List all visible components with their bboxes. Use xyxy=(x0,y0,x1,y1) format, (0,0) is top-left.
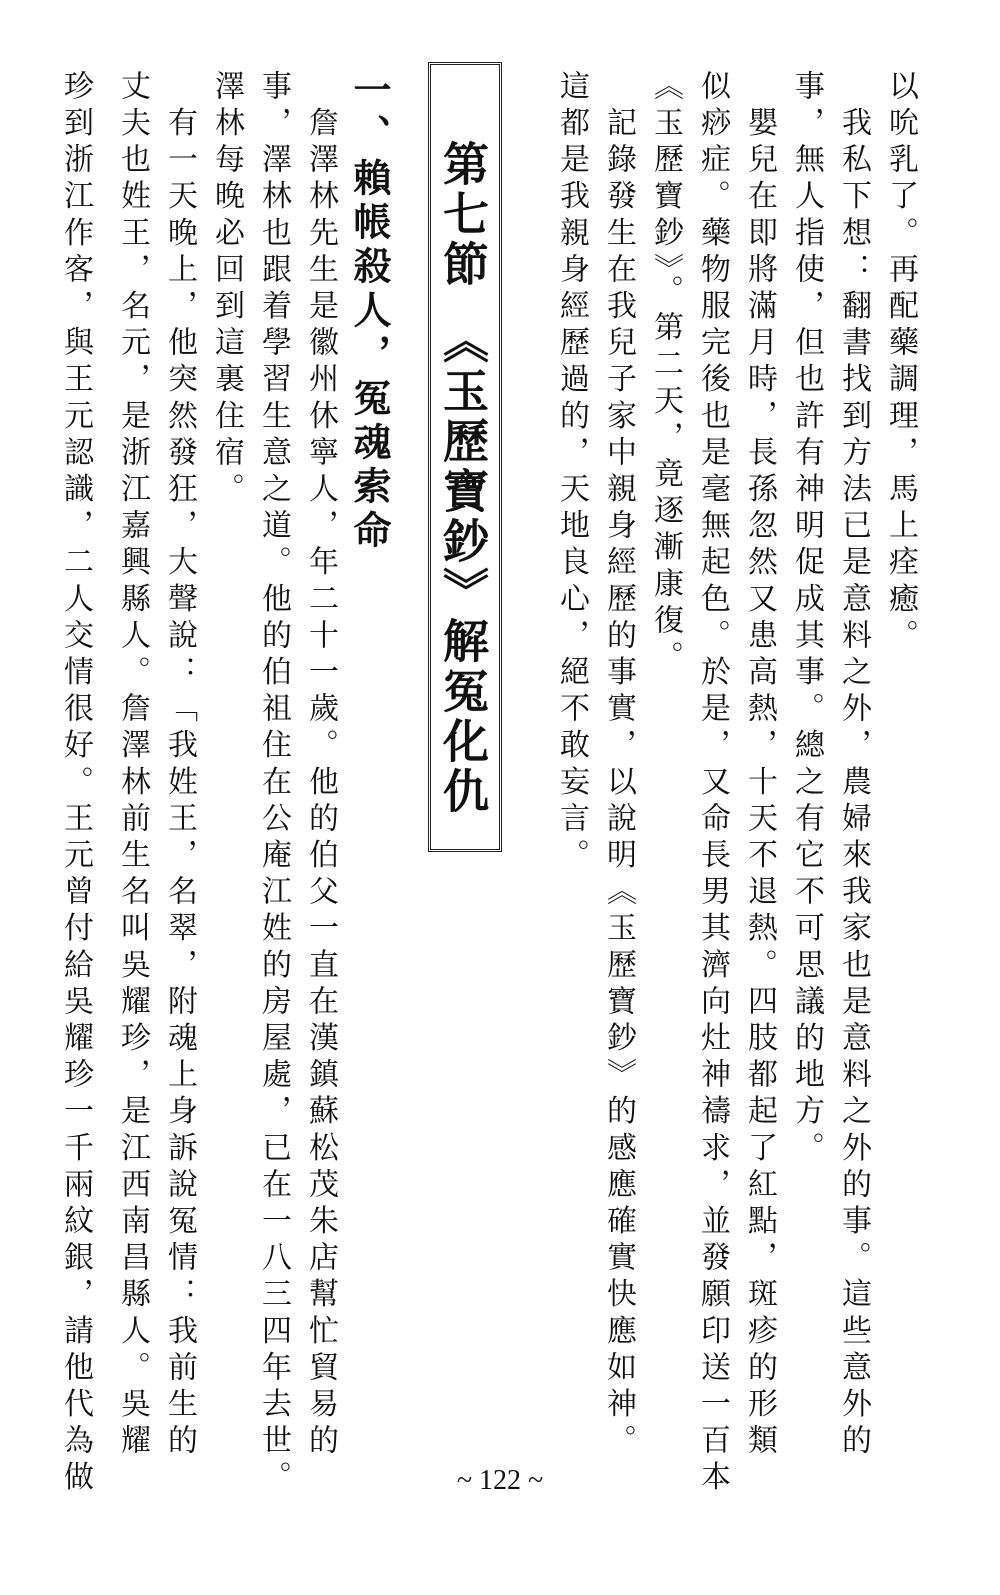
text-column-7: 記錄發生在我兒子家中親身經歷的事實，以說明《玉歷寶鈔》的感應確實快應如神。 xyxy=(601,70,636,1461)
text-column-1: 以吮乳了。再配藥調理，馬上痊癒。 xyxy=(883,70,918,656)
text-column-8: 這都是我親身經歷過的，天地良心，絕不敢妄言。 xyxy=(554,70,589,876)
text-column-2: 我私下想：翻書找到方法已是意料之外，農婦來我家也是意料之外的事。這些意外的 xyxy=(836,70,871,1461)
text-column-13: 丈夫也姓王，名元，是浙江嘉興縣人。詹澤林前生名叫吳耀珍，是江西南昌縣人。吳耀 xyxy=(115,70,150,1461)
section-title: 第七節 《玉歷寶鈔》解冤化仇 xyxy=(436,140,490,817)
text-column-4: 嬰兒在即將滿月時，長孫忽然又患高熱，十天不退熱。四肢都起了紅點，斑疹的形類 xyxy=(742,70,777,1461)
page-number: ~ 122 ~ xyxy=(456,1465,544,1496)
text-column-6: 《玉歷寶鈔》。第二天，竟逐漸康復。 xyxy=(648,70,683,678)
text-column-11: 澤林每晚必回到這裏住宿。 xyxy=(209,70,244,510)
text-column-12: 有一天晚上，他突然發狂，大聲說：「我姓王，名翠，附魂上身訴說冤情：我前生的 xyxy=(162,70,197,1461)
text-column-5: 似痧症。藥物服完後也是毫無起色。於是，又命長男其濟向灶神禱求，並發願印送一百本 xyxy=(695,70,730,1498)
text-column-3: 事，無人指使，但也許有神明促成其事。總之有它不可思議的地方。 xyxy=(789,70,824,1168)
subheading: 一、賴帳殺人，冤魂索命 xyxy=(347,70,392,554)
text-column-14: 珍到浙江作客，與王元認識，二人交情很好。王元曾付給吳耀珍一千兩紋銀，請他代為做 xyxy=(58,70,93,1498)
text-column-10: 事，澤林也跟着學習生意之道。他的伯祖住在公庵江姓的房屋處，已在一八三四年去世。 xyxy=(256,70,291,1498)
text-column-9: 詹澤林先生是徽州休寧人，年二十一歲。他的伯父一直在漢鎮蘇松茂朱店幫忙貿易的 xyxy=(303,70,338,1461)
